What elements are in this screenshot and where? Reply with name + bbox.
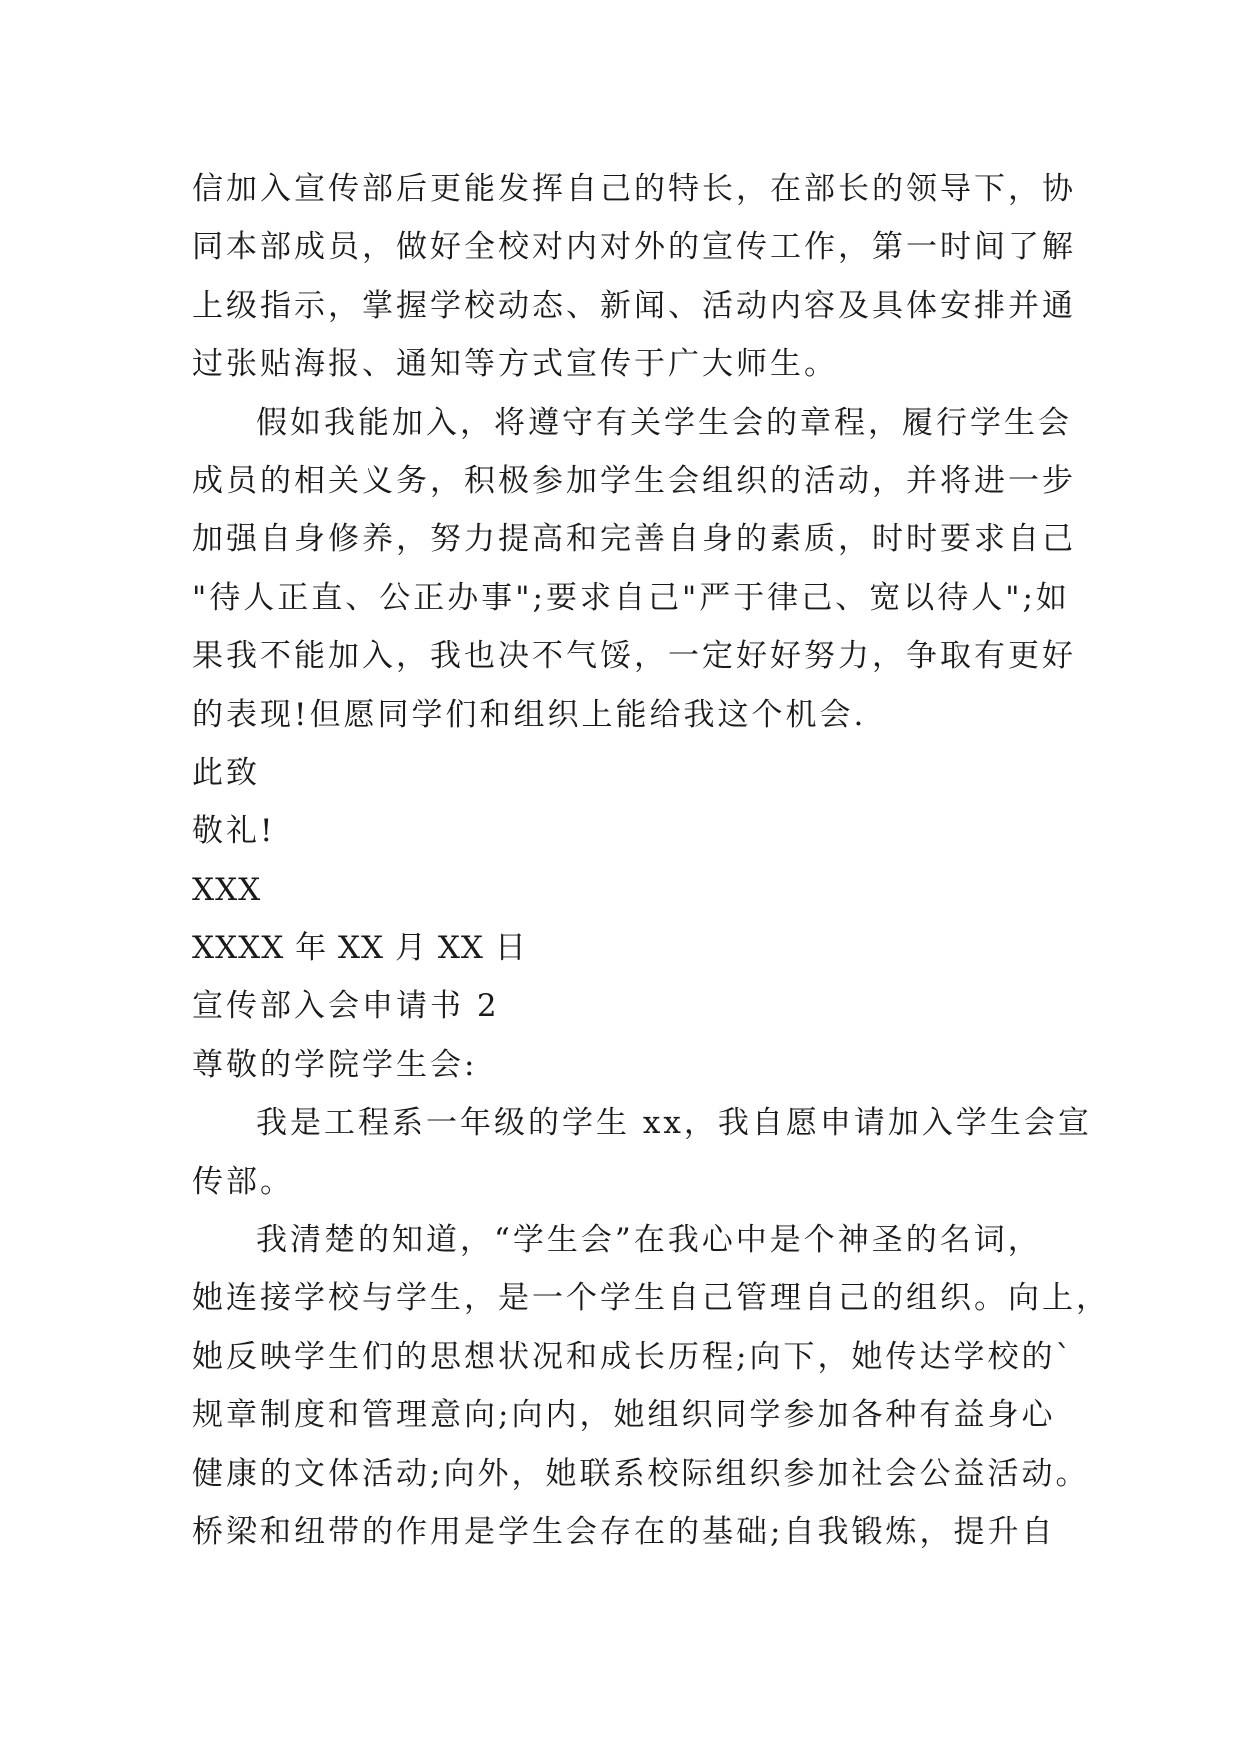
text-line: 的表现!但愿同学们和组织上能给我这个机会.	[192, 696, 867, 733]
signature-name: XXX	[192, 871, 262, 908]
text-line: 健康的文体活动;向外，她联系校际组织参加社会公益活动。	[192, 1455, 1090, 1492]
closing-salutation: 此致	[192, 754, 260, 791]
document-body	[192, 160, 1110, 1561]
text-line: 我清楚的知道，“学生会”在我心中是个神圣的名词，	[256, 1222, 1042, 1259]
text-line: 假如我能加入，将遵守有关学生会的章程，履行学生会	[256, 404, 1072, 441]
text-line: 规章制度和管理意向;向内，她组织同学参加各种有益身心	[192, 1397, 1056, 1434]
text-line: 桥梁和纽带的作用是学生会存在的基础;自我锻炼，提升自	[192, 1513, 1056, 1550]
text-line: 她反映学生们的思想状况和成长历程;向下，她传达学校的`	[192, 1338, 1074, 1375]
letter-greeting: 尊敬的学院学生会:	[192, 1046, 478, 1083]
text-line: 传部。	[192, 1163, 294, 1200]
signature-date: XXXX 年 XX 月 XX 日	[192, 930, 527, 967]
closing-regards: 敬礼!	[192, 813, 276, 850]
text-line: 果我不能加入，我也决不气馁，一定好好努力，争取有更好	[192, 638, 1076, 675]
text-line: 上级指示，掌握学校动态、新闻、活动内容及具体安排并通	[192, 287, 1076, 324]
text-line: 我是工程系一年级的学生 xx，我自愿申请加入学生会宣	[256, 1105, 1092, 1142]
text-line: 成员的相关义务，积极参加学生会组织的活动，并将进一步	[192, 462, 1076, 499]
text-line: 过张贴海报、通知等方式宣传于广大师生。	[192, 346, 838, 383]
text-line: 她连接学校与学生，是一个学生自己管理自己的组织。向上，	[192, 1280, 1110, 1317]
text-line: "待人正直、公正办事";要求自己"严于律己、宽以待人";如	[192, 579, 1070, 616]
text-line: 信加入宣传部后更能发挥自己的特长，在部长的领导下，协	[192, 171, 1076, 207]
text-line: 同本部成员，做好全校对内对外的宣传工作，第一时间了解	[192, 229, 1076, 266]
text-line: 加强自身修养，努力提高和完善自身的素质，时时要求自己	[192, 521, 1076, 558]
section-title: 宣传部入会申请书 2	[192, 988, 500, 1025]
